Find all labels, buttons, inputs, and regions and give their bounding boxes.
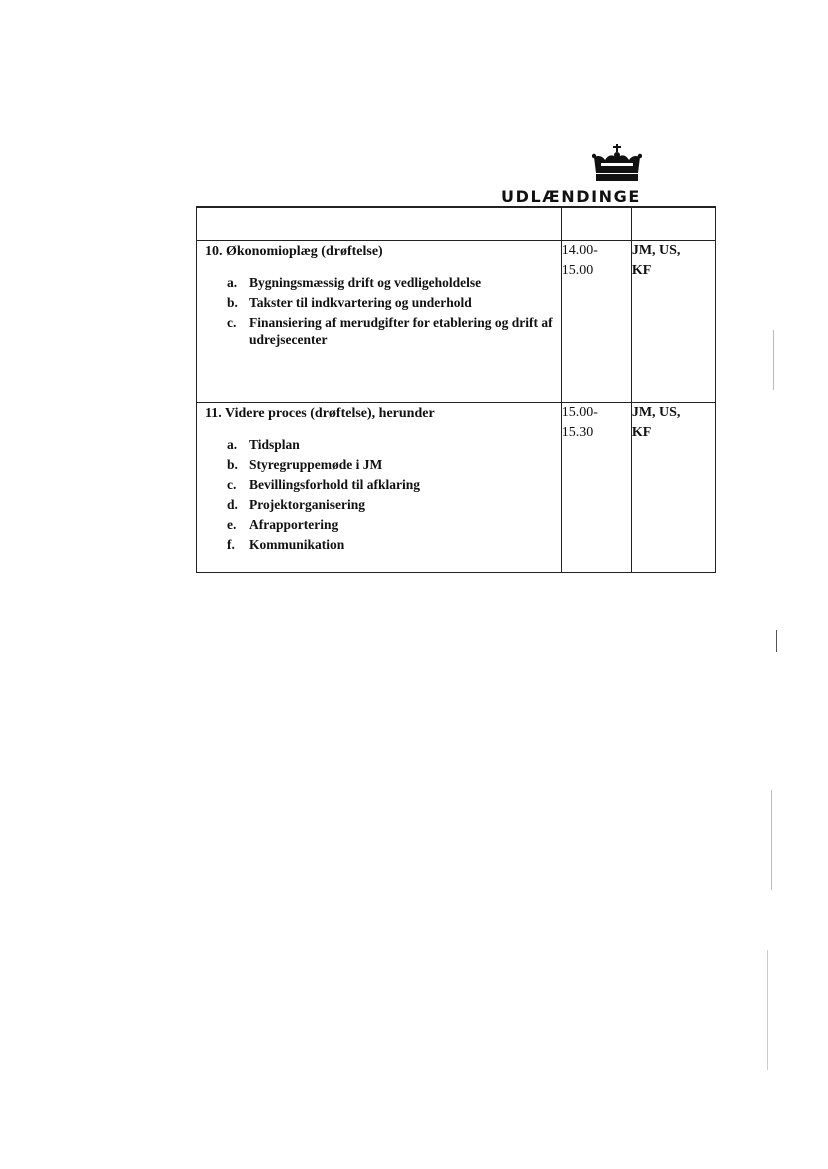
agenda-item-cell (197, 241, 562, 403)
header-cell (197, 207, 562, 241)
subitem-letter: b. (227, 457, 238, 472)
subitem-letter: a. (227, 437, 238, 452)
subitem (227, 536, 553, 553)
subitem (227, 314, 553, 348)
time-start: 14.00- (561, 243, 598, 258)
subitem-letter: c. (227, 315, 237, 330)
subitem-text: Finansiering af merudgifter for etablering og drift af udrejsecenter (249, 315, 553, 347)
subitem-letter: d. (227, 497, 238, 512)
subitem-letter: f. (227, 537, 235, 552)
responsible-line: KF (631, 263, 652, 278)
agenda-item-title: 11. Videre proces (drøftelse), herunder (205, 406, 435, 421)
subitem-letter: b. (227, 295, 238, 310)
subitem-text: Takster til indkvartering og underhold (249, 295, 472, 310)
subitem (227, 496, 553, 513)
subitem-letter: e. (227, 517, 237, 532)
org-header-label: UDLÆNDINGE (501, 187, 641, 206)
agenda-item-cell (197, 403, 562, 573)
crown-icon (592, 143, 642, 185)
subitem-text: Kommunikation (249, 537, 345, 552)
subitem-text: Bygningsmæssig drift og vedligeholdelse (249, 275, 482, 290)
subitem (227, 274, 553, 291)
subitem-letter: a. (227, 275, 238, 290)
time-end: 15.30 (561, 425, 594, 440)
subitem-text: Bevillingsforhold til afklaring (249, 477, 421, 492)
time-end: 15.00 (561, 263, 594, 278)
time-cell (561, 241, 631, 403)
subitem-text: Tidsplan (249, 437, 300, 452)
header-cell (631, 207, 715, 241)
subitem (227, 294, 553, 311)
table-header-row (197, 207, 716, 241)
scan-edge-mark (776, 630, 777, 652)
agenda-row (197, 403, 716, 573)
agenda-item-title: 10. Økonomioplæg (drøftelse) (205, 244, 383, 259)
subitem-text: Afrapportering (249, 517, 339, 532)
agenda-row (197, 241, 716, 403)
responsible-cell (631, 403, 715, 573)
time-start: 15.00- (561, 405, 598, 420)
time-cell (561, 403, 631, 573)
responsible-cell (631, 241, 715, 403)
responsible-line: JM, US, (631, 405, 681, 420)
scan-edge-mark (773, 330, 774, 390)
responsible-line: JM, US, (631, 243, 681, 258)
subitem-text: Styregruppemøde i JM (249, 457, 383, 472)
scan-edge-mark (771, 790, 772, 890)
subitem-letter: c. (227, 477, 237, 492)
agenda-table (196, 206, 716, 573)
subitem (227, 436, 553, 453)
header-cell (561, 207, 631, 241)
scan-edge-mark (767, 950, 768, 1070)
subitem (227, 456, 553, 473)
responsible-line: KF (631, 425, 652, 440)
subitem (227, 516, 553, 533)
subitem-text: Projektorganisering (249, 497, 365, 512)
subitem (227, 476, 553, 493)
